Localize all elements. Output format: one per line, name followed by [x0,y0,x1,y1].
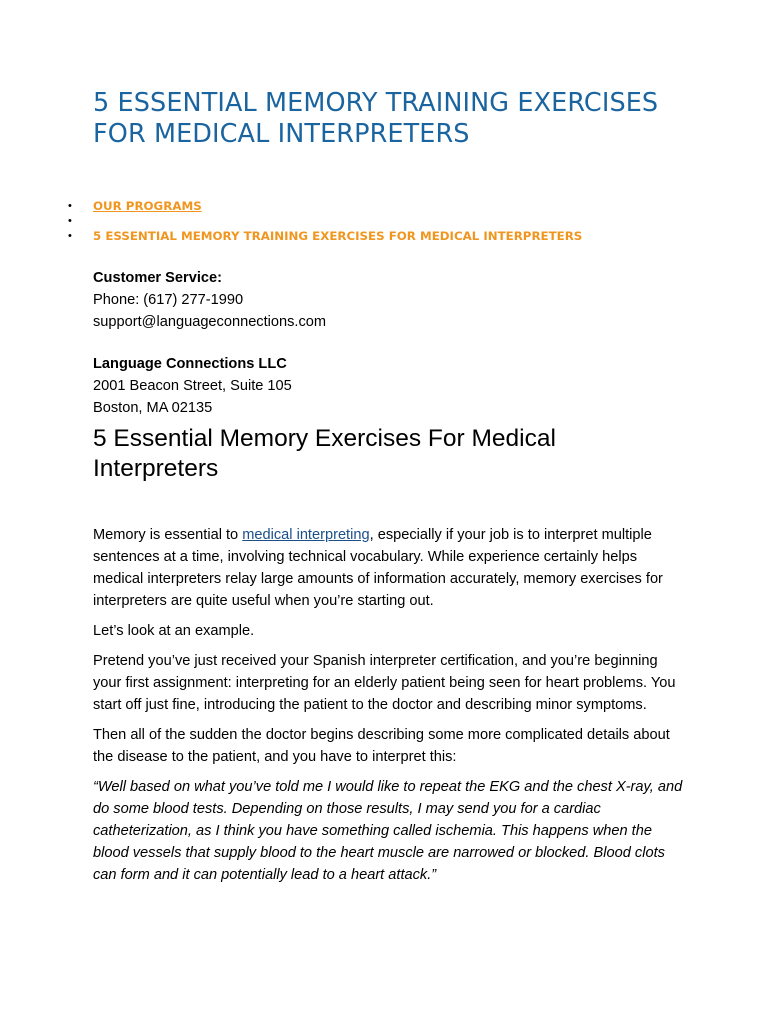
company-address-block [93,353,292,419]
paragraph-scenario: Pretend you’ve just received your Spanish interpreter certification, and you’re beginning your first assignment: interpreting for an elderly patient being seen for heart problems. You start off just fine, introducing the patient to the doctor and describing minor symptoms. [93,653,676,713]
page-title: 5 ESSENTIAL MEMORY TRAINING EXERCISES FOR MEDICAL INTERPRETERS [93,88,659,149]
customer-service-label: Customer Service: [93,270,222,286]
paragraph-example: Let’s look at an example. [93,623,255,639]
article-title: 5 Essential Memory Exercises For Medical Interpreters [93,425,556,482]
breadcrumb [0,199,700,244]
paragraph-intro-end: , especially if your job is to interpret multiple sentences at a time, involving technical vocabulary. While experience certainly helps medical interpreters relay large amounts of information accurately, memory exercises for interpreters are quite useful when you’re starting out. [93,527,663,609]
bullet-icon: • [68,200,72,212]
doctor-quote: “Well based on what you’ve told me I would like to repeat the EKG and the chest X-ray, and do some blood tests. Depending on those results, I may send you for a cardiac catheterization, as I think you have something called ischemia. This happens when the blood vessels that supply blood to the heart muscle are narrowed or blocked. Blood clots can form and it can potentially lead to a heart attack.” [93,779,683,883]
paragraph-intro [93,524,683,612]
medical-interpreting-link[interactable]: medical interpreting [242,527,370,543]
page [68,88,683,883]
phone-number: Phone: (617) 277-1990 [93,292,244,308]
breadcrumb-current-label: 5 ESSENTIAL MEMORY TRAINING EXERCISES FOR MEDICAL INTERPRETERS [93,229,583,243]
breadcrumb-item-empty [0,214,700,229]
paragraph-doctor: Then all of the sudden the doctor begins describing some more complicated details about the disease to the patient, and you have to interpret this: [93,727,670,765]
company-city: Boston, MA 02135 [93,400,213,416]
company-street: 2001 Beacon Street, Suite 105 [93,378,292,394]
bullet-icon: • [68,230,72,242]
customer-service-block [93,267,326,333]
article-body [93,524,683,894]
breadcrumb-item-our-programs [0,199,700,214]
bullet-icon: • [68,215,72,227]
support-email: support@languageconnections.com [93,314,327,330]
paragraph-intro-start: Memory is essential to [93,527,243,543]
company-name: Language Connections LLC [93,356,287,372]
breadcrumb-item-current [0,229,700,244]
breadcrumb-link-our-programs[interactable]: OUR PROGRAMS [93,199,202,213]
